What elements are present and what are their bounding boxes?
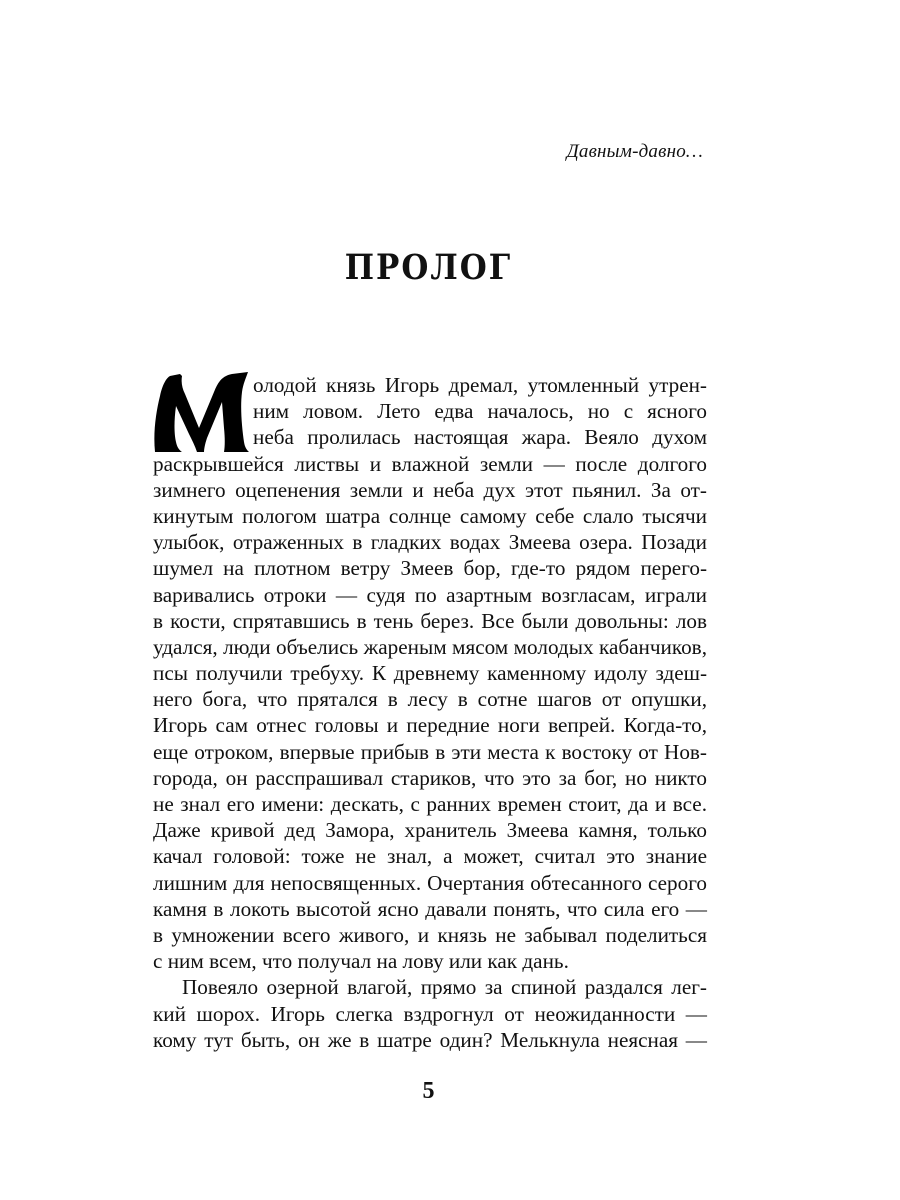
text-line: Даже кривой дед Замора, хранитель Змеева камня, только bbox=[153, 818, 707, 843]
epigraph: Давным-давно… bbox=[566, 141, 703, 162]
text-line: кий шорох. Игорь слегка вздрогнул от неожиданности — bbox=[153, 1001, 707, 1026]
text-line: псы получили требуху. К древнему каменному идолу здеш- bbox=[153, 661, 707, 686]
text-line: него бога, что прятался в лесу в сотне шагов от опушки, bbox=[153, 687, 707, 712]
text-line: с ним всем, что получал на лову или как дань. bbox=[153, 949, 569, 974]
text-line: зимнего оцепенения земли и неба дух этот пьянил. За от- bbox=[153, 477, 707, 502]
text-line: варивались отроки — судя по азартным возгласам, играли bbox=[153, 582, 707, 607]
text-line: неба пролилась настоящая жара. Веяло духом bbox=[253, 425, 707, 450]
body-text bbox=[153, 372, 707, 1053]
text-line: кинутым пологом шатра солнце самому себе слало тысячи bbox=[153, 503, 707, 528]
text-line: раскрывшейся листвы и влажной земли — после долгого bbox=[153, 451, 707, 476]
text-line: города, он расспрашивал стариков, что это за бог, но никто bbox=[153, 765, 707, 790]
text-line: олодой князь Игорь дремал, утомленный утрен- bbox=[253, 373, 707, 397]
page-number: 5 bbox=[422, 1078, 435, 1104]
text-line: кому тут быть, он же в шатре один? Мелькнула неясная — bbox=[153, 1027, 707, 1052]
text-line: улыбок, отраженных в гладких водах Змеева озера. Позади bbox=[153, 530, 707, 555]
text-line: Повеяло озерной влагой, прямо за спиной раздался лег- bbox=[182, 975, 707, 1000]
chapter-title: ПРОЛОГ bbox=[344, 247, 513, 289]
text-line: камня в локоть высотой ясно давали понять, что сила его — bbox=[153, 896, 707, 921]
text-line: в кости, спрятавшись в тень берез. Все были довольны: лов bbox=[153, 608, 707, 633]
text-line: ним ловом. Лето едва началось, но с ясного bbox=[253, 399, 707, 424]
text-line: еще отроком, впервые прибыв в эти места к востоку от Нов- bbox=[153, 739, 707, 764]
text-line: качал головой: тоже не знал, а может, считал это знание bbox=[153, 844, 707, 869]
text-line: лишним для непосвященных. Очертания обтесанного серого bbox=[153, 870, 707, 895]
text-line: в умножении всего живого, и князь не забывал поделиться bbox=[153, 922, 707, 947]
text-line: не знал его имени: дескать, с ранних времен стоит, да и все. bbox=[153, 792, 707, 816]
text-line: шумел на плотном ветру Змеев бор, где-то рядом перего- bbox=[153, 556, 707, 581]
text-line: Игорь сам отнес головы и передние ноги вепрей. Когда-то, bbox=[153, 713, 707, 738]
text-line: удался, люди объелись жареным мясом молодых кабанчиков, bbox=[153, 634, 707, 659]
